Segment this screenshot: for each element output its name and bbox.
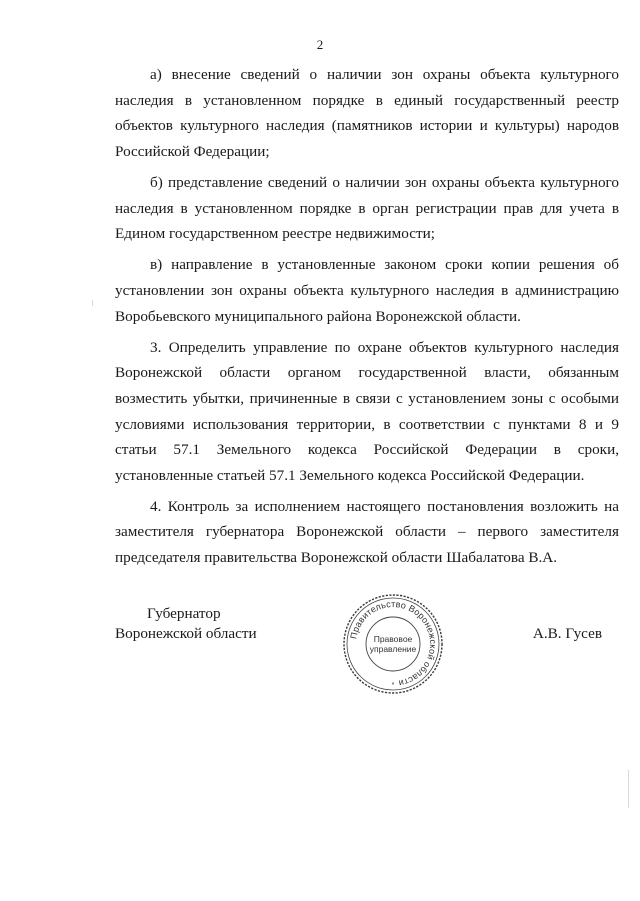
- stamp-center-line2: управление: [369, 644, 417, 654]
- scan-artifact: [628, 770, 629, 808]
- paragraph-3: 3. Определить управление по охране объектов культурного наследия Воронежской области органом государственной власти, обязанным возместить убытки, причиненные в связи с установлением зоны с особыми условиями использования территории, в соответствии с пунктами 8 и 9 статьи 57.1 Земельного кодекса Российской Федерации в сроки, установленные статьей 57.1 Земельного кодекса Российской Федерации.: [115, 338, 619, 484]
- stamp-ring-text: Правительство Воронежской области: [348, 598, 439, 689]
- signature-block: [0, 598, 640, 694]
- stamp-center-line1: Правовое: [373, 634, 413, 644]
- signatory-title-line2: Воронежской области: [115, 625, 257, 642]
- signatory-name: А.В. Гусев: [532, 625, 602, 642]
- paragraph-4: 4. Контроль за исполнением настоящего постановления возложить на заместителя губернатора Воронежской области – первого заместителя председателя правительства Воронежской области Шабалатова В.А.: [115, 497, 619, 567]
- official-stamp: [341, 592, 445, 696]
- scan-artifact: [92, 300, 93, 306]
- signatory-title-line1: Губернатор: [147, 605, 221, 622]
- document-body: [115, 62, 619, 576]
- paragraph-v: в) направление в установленные законом сроки копии решения об установлении зон охраны объекта культурного наследия в администрацию Воробьевского муниципального района Воронежской области.: [115, 256, 619, 325]
- stamp-star: *: [391, 682, 395, 689]
- page-number: 2: [316, 37, 324, 52]
- paragraph-a: а) внесение сведений о наличии зон охраны объекта культурного наследия в установленном порядке в единый государственный реестр объектов культурного наследия (памятников истории и культуры) народов Российской Федерации;: [115, 66, 619, 160]
- signatory-title: [115, 604, 257, 644]
- paragraph-b: б) представление сведений о наличии зон охраны объекта культурного наследия в установленном порядке в орган регистрации прав для учета в Едином государственном реестре недвижимости;: [115, 173, 619, 243]
